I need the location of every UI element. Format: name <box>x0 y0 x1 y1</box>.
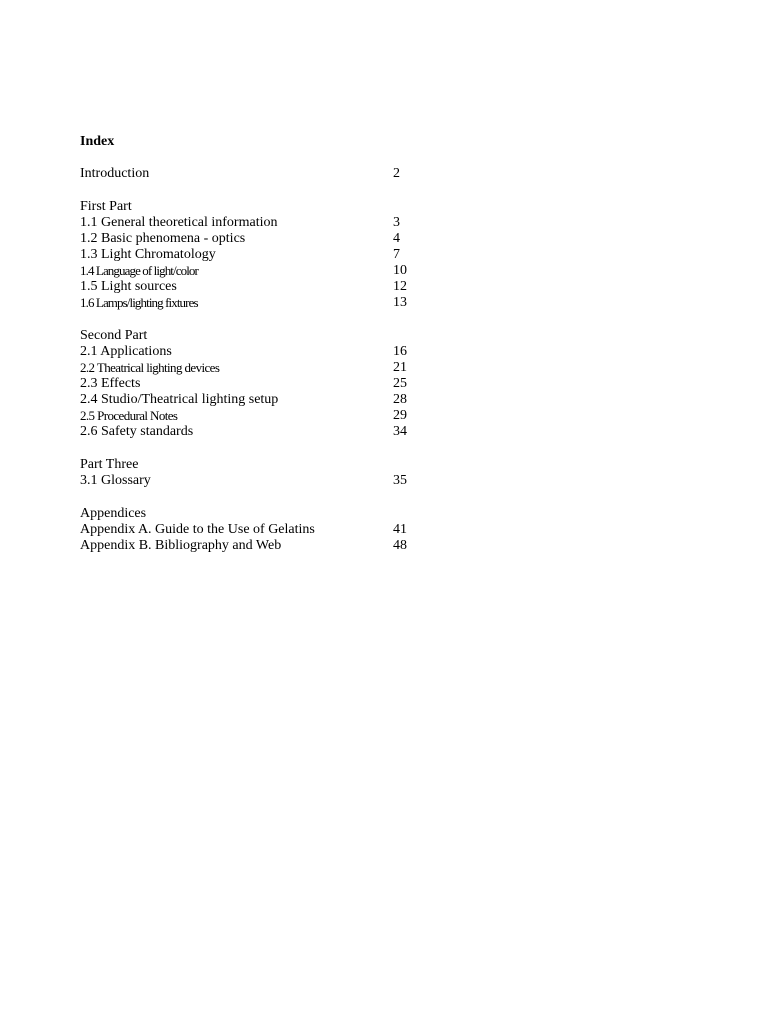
toc-entry-page: 13 <box>393 295 407 310</box>
section-heading-appendices: Appendices <box>80 506 147 521</box>
toc-entry <box>80 360 480 376</box>
section-heading-second-part: Second Part <box>80 328 148 343</box>
toc-entry-page: 21 <box>393 360 407 375</box>
toc-entry-page: 29 <box>393 408 407 423</box>
toc-entry-page: 3 <box>393 215 400 230</box>
toc-entry <box>80 424 480 440</box>
toc-entry-label: 2.5 Procedural Notes <box>80 408 178 423</box>
toc-entry <box>80 408 480 424</box>
toc-entry-label: Introduction <box>80 166 150 181</box>
index-title: Index <box>80 134 115 149</box>
toc-entry-label: 1.5 Light sources <box>80 279 177 294</box>
toc-entry <box>80 263 480 279</box>
toc-entry-label: 1.1 General theoretical information <box>80 215 278 230</box>
toc-entry-label: 1.2 Basic phenomena - optics <box>80 231 246 246</box>
toc-entry <box>80 295 480 311</box>
toc-entry-label: 2.3 Effects <box>80 376 141 391</box>
toc-entry-page: 25 <box>393 376 407 391</box>
toc-entry <box>80 473 480 489</box>
section-heading-part-three: Part Three <box>80 457 139 472</box>
toc-entry-label: 1.3 Light Chromatology <box>80 247 216 262</box>
toc-entry-page: 4 <box>393 231 400 246</box>
toc-entry-introduction <box>80 166 480 182</box>
toc-entry <box>80 215 480 231</box>
toc-entry-label: 1.6 Lamps/lighting fixtures <box>80 295 198 310</box>
toc-entry-page: 10 <box>393 263 407 278</box>
toc-entry <box>80 538 480 554</box>
toc-entry <box>80 279 480 295</box>
toc-entry-label: Appendix A. Guide to the Use of Gelatins <box>80 522 315 537</box>
toc-entry-label: 2.2 Theatrical lighting devices <box>80 360 220 375</box>
toc-entry <box>80 376 480 392</box>
toc-entry-page: 2 <box>393 166 400 181</box>
toc-entry-page: 28 <box>393 392 407 407</box>
toc-entry-label: 2.4 Studio/Theatrical lighting setup <box>80 392 279 407</box>
toc-entry <box>80 392 480 408</box>
toc-entry-page: 7 <box>393 247 400 262</box>
toc-entry-label: 3.1 Glossary <box>80 473 151 488</box>
toc-entry <box>80 344 480 360</box>
toc-entry-label: 1.4 Language of light/color <box>80 263 198 278</box>
toc-entry-page: 48 <box>393 538 407 553</box>
toc-entry-page: 35 <box>393 473 407 488</box>
toc-entry-page: 41 <box>393 522 407 537</box>
toc-entry-label: Appendix B. Bibliography and Web <box>80 538 282 553</box>
toc-entry <box>80 247 480 263</box>
toc-entry-page: 16 <box>393 344 407 359</box>
toc-entry-page: 12 <box>393 279 407 294</box>
section-heading-first-part: First Part <box>80 199 132 214</box>
toc-entry-page: 34 <box>393 424 407 439</box>
toc-entry <box>80 231 480 247</box>
toc-entry <box>80 522 480 538</box>
toc-entry-label: 2.6 Safety standards <box>80 424 194 439</box>
index-page <box>80 133 480 554</box>
toc-entry-label: 2.1 Applications <box>80 344 172 359</box>
